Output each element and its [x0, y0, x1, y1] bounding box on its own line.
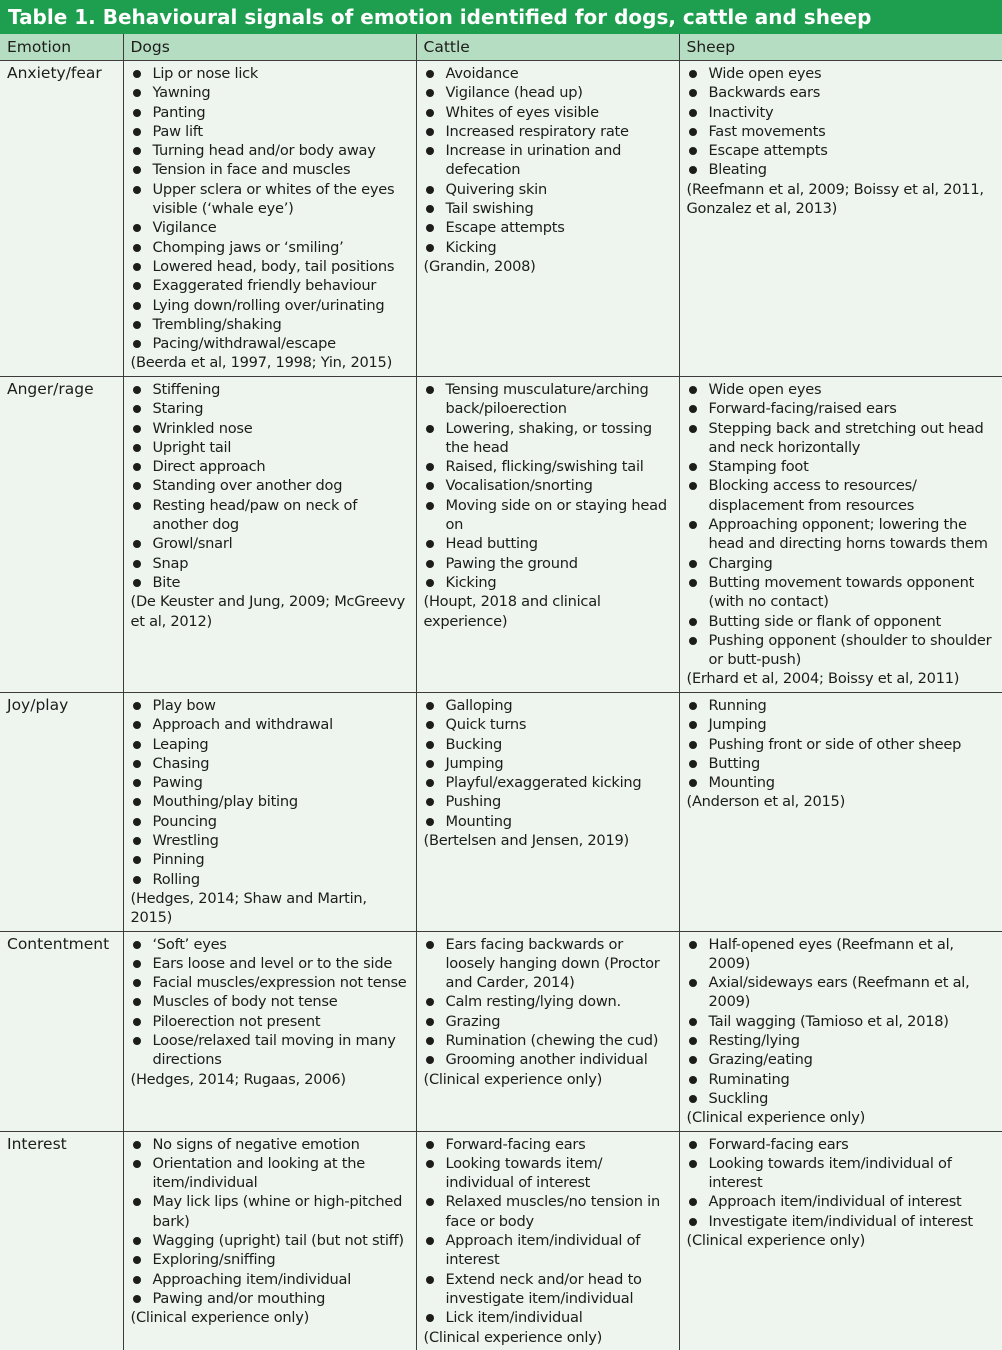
header-sheep: Sheep: [679, 34, 1002, 61]
signal-item: May lick lips (whine or high-pitched bark): [131, 1192, 412, 1231]
emotion-cell: Anxiety/fear: [0, 61, 123, 377]
signal-item: Ears loose and level or to the side: [131, 954, 412, 973]
sheep-cell: [679, 61, 1002, 377]
signal-item: Resting head/paw on neck of another dog: [131, 496, 412, 535]
signal-item: Wrestling: [131, 831, 412, 850]
table-row: [0, 931, 1002, 1131]
signal-item: Forward-facing ears: [687, 1135, 999, 1154]
reference-text: (Erhard et al, 2004; Boissy et al, 2011): [686, 670, 960, 688]
signal-item: Tail swishing: [424, 199, 675, 218]
signal-item: Increase in urination and defecation: [424, 141, 675, 180]
signal-item: Approaching item/individual: [131, 1270, 412, 1289]
signal-item: Stepping back and stretching out head and neck horizontally: [687, 419, 999, 458]
signal-item: Forward-facing ears: [424, 1135, 675, 1154]
signal-item: Stamping foot: [687, 457, 999, 476]
table-row: [0, 693, 1002, 932]
signal-item: Half-opened eyes (Reefmann et al, 2009): [687, 935, 999, 974]
signal-item: Escape attempts: [687, 141, 999, 160]
cattle-cell: [416, 931, 679, 1131]
reference-text: (Clinical experience only): [423, 1070, 603, 1088]
dogs-signal-list: [131, 1135, 412, 1309]
signal-item: Fast movements: [687, 122, 999, 141]
signal-item: Pouncing: [131, 812, 412, 831]
signal-item: Pawing the ground: [424, 554, 675, 573]
signal-item: Whites of eyes visible: [424, 103, 675, 122]
dogs-cell: [123, 693, 416, 932]
signal-item: Blocking access to resources/ displacement from resources: [687, 476, 999, 515]
signal-item: Pawing and/or mouthing: [131, 1289, 412, 1308]
emotion-cell: Joy/play: [0, 693, 123, 932]
signal-item: Approach item/individual of interest: [424, 1231, 675, 1270]
signal-item: Ruminating: [687, 1070, 999, 1089]
signal-item: Bite: [131, 573, 412, 592]
header-emotion: Emotion: [0, 34, 123, 61]
signal-item: Moving side on or staying head on: [424, 496, 675, 535]
cattle-signal-list: [424, 1135, 675, 1328]
reference-text: (Clinical experience only): [686, 1232, 866, 1250]
signal-item: Charging: [687, 554, 999, 573]
cattle-signal-list: [424, 935, 675, 1070]
signal-item: Paw lift: [131, 122, 412, 141]
signal-item: Approaching opponent; lowering the head and directing horns towards them: [687, 515, 999, 554]
signal-item: Pawing: [131, 773, 412, 792]
signal-item: Ears facing backwards or loosely hanging down (Proctor and Carder, 2014): [424, 935, 675, 993]
signal-item: Kicking: [424, 573, 675, 592]
signal-item: Wagging (upright) tail (but not stiff): [131, 1231, 412, 1250]
signal-item: Inactivity: [687, 103, 999, 122]
signal-item: Grazing/eating: [687, 1050, 999, 1069]
signal-item: Rolling: [131, 870, 412, 889]
cattle-signal-list: [424, 64, 675, 257]
sheep-cell: [679, 693, 1002, 932]
dogs-signal-list: [131, 380, 412, 592]
signal-item: Upper sclera or whites of the eyes visible (‘whale eye’): [131, 180, 412, 219]
signal-item: Mounting: [687, 773, 999, 792]
emotion-cell: Contentment: [0, 931, 123, 1131]
reference-text: (Grandin, 2008): [423, 257, 536, 275]
reference-text: (Clinical experience only): [423, 1328, 603, 1346]
signal-item: Leaping: [131, 735, 412, 754]
dogs-cell: [123, 61, 416, 377]
signal-item: Staring: [131, 399, 412, 418]
sheep-signal-list: [687, 935, 999, 1109]
signal-item: Muscles of body not tense: [131, 992, 412, 1011]
signal-item: Raised, flicking/swishing tail: [424, 457, 675, 476]
signal-item: Avoidance: [424, 64, 675, 83]
cattle-signal-list: [424, 696, 675, 831]
signal-item: Relaxed muscles/no tension in face or body: [424, 1192, 675, 1231]
signal-item: Exaggerated friendly behaviour: [131, 276, 412, 295]
reference-text: (Bertelsen and Jensen, 2019): [423, 832, 629, 850]
signal-item: Upright tail: [131, 438, 412, 457]
cattle-cell: [416, 693, 679, 932]
signal-item: Tensing musculature/arching back/piloerection: [424, 380, 675, 419]
dogs-cell: [123, 931, 416, 1131]
signal-item: Approach and withdrawal: [131, 715, 412, 734]
signal-item: Galloping: [424, 696, 675, 715]
reference-text: (Clinical experience only): [130, 1309, 310, 1327]
signal-item: Tension in face and muscles: [131, 160, 412, 179]
signal-item: Yawning: [131, 83, 412, 102]
emotion-signals-table: [0, 34, 1002, 1350]
signal-item: Grooming another individual: [424, 1050, 675, 1069]
signal-item: Extend neck and/or head to investigate item/individual: [424, 1270, 675, 1309]
header-dogs: Dogs: [123, 34, 416, 61]
signal-item: Approach item/individual of interest: [687, 1192, 999, 1211]
signal-item: Head butting: [424, 534, 675, 553]
signal-item: Exploring/sniffing: [131, 1250, 412, 1269]
signal-item: Resting/lying: [687, 1031, 999, 1050]
signal-item: Turning head and/or body away: [131, 141, 412, 160]
cattle-cell: [416, 377, 679, 693]
sheep-signal-list: [687, 696, 999, 792]
signal-item: Pushing opponent (shoulder to shoulder or butt-push): [687, 631, 999, 670]
table-row: [0, 1131, 1002, 1350]
signal-item: Lowered head, body, tail positions: [131, 257, 412, 276]
signal-item: Direct approach: [131, 457, 412, 476]
cattle-cell: [416, 1131, 679, 1350]
reference-text: (Clinical experience only): [686, 1109, 866, 1127]
signal-item: Orientation and looking at the item/individual: [131, 1154, 412, 1193]
table-body: [0, 61, 1002, 1350]
signal-item: Facial muscles/expression not tense: [131, 973, 412, 992]
signal-item: Investigate item/individual of interest: [687, 1212, 999, 1231]
signal-item: Suckling: [687, 1089, 999, 1108]
signal-item: Forward-facing/raised ears: [687, 399, 999, 418]
signal-item: Panting: [131, 103, 412, 122]
signal-item: Playful/exaggerated kicking: [424, 773, 675, 792]
signal-item: Rumination (chewing the cud): [424, 1031, 675, 1050]
signal-item: Kicking: [424, 238, 675, 257]
sheep-cell: [679, 1131, 1002, 1350]
signal-item: Backwards ears: [687, 83, 999, 102]
sheep-signal-list: [687, 64, 999, 180]
reference-text: (Reefmann et al, 2009; Boissy et al, 2011, Gonzalez et al, 2013): [686, 180, 984, 218]
signal-item: Lick item/individual: [424, 1308, 675, 1327]
signal-item: No signs of negative emotion: [131, 1135, 412, 1154]
header-cattle: Cattle: [416, 34, 679, 61]
signal-item: Looking towards item/individual of interest: [687, 1154, 999, 1193]
reference-text: (De Keuster and Jung, 2009; McGreevy et al, 2012): [130, 593, 406, 630]
signal-item: Loose/relaxed tail moving in many directions: [131, 1031, 412, 1070]
signal-item: Vocalisation/snorting: [424, 476, 675, 495]
table-row: [0, 61, 1002, 377]
signal-item: Pinning: [131, 850, 412, 869]
sheep-signal-list: [687, 380, 999, 669]
signal-item: Wrinkled nose: [131, 419, 412, 438]
signal-item: Vigilance: [131, 218, 412, 237]
signal-item: Lying down/rolling over/urinating: [131, 296, 412, 315]
signal-item: Escape attempts: [424, 218, 675, 237]
signal-item: ‘Soft’ eyes: [131, 935, 412, 954]
sheep-cell: [679, 377, 1002, 693]
signal-item: Chomping jaws or ‘smiling’: [131, 238, 412, 257]
cattle-cell: [416, 61, 679, 377]
reference-text: (Beerda et al, 1997, 1998; Yin, 2015): [130, 354, 393, 372]
signal-item: Pushing front or side of other sheep: [687, 735, 999, 754]
signal-item: Play bow: [131, 696, 412, 715]
signal-item: Wide open eyes: [687, 380, 999, 399]
signal-item: Looking towards item/ individual of interest: [424, 1154, 675, 1193]
emotion-cell: Anger/rage: [0, 377, 123, 693]
signal-item: Butting movement towards opponent (with no contact): [687, 573, 999, 612]
signal-item: Jumping: [424, 754, 675, 773]
signal-item: Pacing/withdrawal/escape: [131, 334, 412, 353]
signal-item: Mounting: [424, 812, 675, 831]
signal-item: Lip or nose lick: [131, 64, 412, 83]
signal-item: Piloerection not present: [131, 1012, 412, 1031]
signal-item: Quick turns: [424, 715, 675, 734]
signal-item: Axial/sideways ears (Reefmann et al, 2009): [687, 973, 999, 1012]
dogs-cell: [123, 377, 416, 693]
sheep-cell: [679, 931, 1002, 1131]
signal-item: Growl/snarl: [131, 534, 412, 553]
signal-item: Trembling/shaking: [131, 315, 412, 334]
signal-item: Vigilance (head up): [424, 83, 675, 102]
dogs-signal-list: [131, 64, 412, 353]
emotion-cell: Interest: [0, 1131, 123, 1350]
dogs-signal-list: [131, 935, 412, 1070]
signal-item: Butting: [687, 754, 999, 773]
table-title: Table 1. Behavioural signals of emotion identified for dogs, cattle and sheep: [0, 0, 1002, 34]
signal-item: Wide open eyes: [687, 64, 999, 83]
signal-item: Bucking: [424, 735, 675, 754]
signal-item: Mouthing/play biting: [131, 792, 412, 811]
signal-item: Grazing: [424, 1012, 675, 1031]
dogs-cell: [123, 1131, 416, 1350]
reference-text: (Hedges, 2014; Shaw and Martin, 2015): [130, 889, 367, 927]
dogs-signal-list: [131, 696, 412, 889]
signal-item: Increased respiratory rate: [424, 122, 675, 141]
signal-item: Standing over another dog: [131, 476, 412, 495]
signal-item: Chasing: [131, 754, 412, 773]
reference-text: (Anderson et al, 2015): [686, 793, 846, 811]
signal-item: Running: [687, 696, 999, 715]
reference-text: (Houpt, 2018 and clinical experience): [423, 593, 601, 630]
sheep-signal-list: [687, 1135, 999, 1231]
reference-text: (Hedges, 2014; Rugaas, 2006): [130, 1070, 346, 1088]
signal-item: Jumping: [687, 715, 999, 734]
signal-item: Butting side or flank of opponent: [687, 612, 999, 631]
signal-item: Snap: [131, 554, 412, 573]
signal-item: Stiffening: [131, 380, 412, 399]
header-row: [0, 34, 1002, 61]
signal-item: Quivering skin: [424, 180, 675, 199]
signal-item: Lowering, shaking, or tossing the head: [424, 419, 675, 458]
signal-item: Pushing: [424, 792, 675, 811]
signal-item: Tail wagging (Tamioso et al, 2018): [687, 1012, 999, 1031]
cattle-signal-list: [424, 380, 675, 592]
signal-item: Calm resting/lying down.: [424, 992, 675, 1011]
signal-item: Bleating: [687, 160, 999, 179]
table-row: [0, 377, 1002, 693]
